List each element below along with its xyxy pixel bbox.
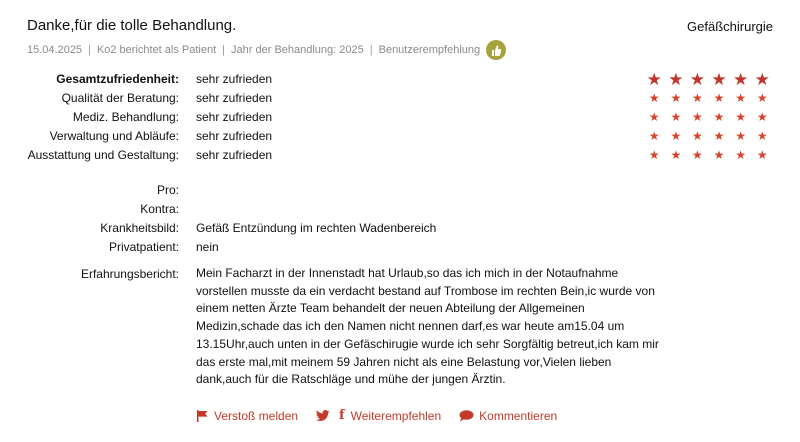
rating-value: sehr zufrieden — [196, 91, 273, 105]
category-label: Gefäßchirurgie — [687, 19, 773, 34]
star-icon: ★ — [735, 148, 746, 162]
rating-value: sehr zufrieden — [196, 129, 273, 143]
star-icon: ★ — [713, 110, 725, 124]
detail-label: Krankheitsbild: — [100, 221, 179, 235]
detail-label: Privatpatient: — [108, 240, 179, 254]
report-violation-button[interactable] — [196, 409, 298, 423]
star-icon: ★ — [648, 148, 660, 162]
rating-value: sehr zufrieden — [196, 110, 273, 124]
facebook-icon: f — [339, 408, 345, 423]
star-icon: ★ — [713, 129, 725, 143]
review-date: 15.04.2025 — [27, 44, 83, 56]
rating-stars — [643, 89, 773, 108]
meta-separator: | — [88, 44, 91, 56]
flag-icon — [196, 410, 209, 422]
star-icon: ★ — [756, 110, 768, 124]
rating-label: Qualität der Beratung: — [61, 91, 179, 105]
rating-label: Verwaltung und Abläufe: — [49, 129, 179, 143]
star-icon: ★ — [713, 91, 725, 105]
star-icon: ★ — [668, 70, 684, 89]
detail-row — [0, 200, 800, 219]
treatment-year: Jahr der Behandlung: 2025 — [231, 44, 364, 56]
star-icon: ★ — [670, 110, 682, 124]
report-violation-label: Verstoß melden — [214, 408, 299, 423]
recommend-button[interactable] — [316, 408, 441, 423]
rating-value: sehr zufrieden — [196, 148, 273, 162]
star-icon: ★ — [689, 70, 706, 89]
rating-row — [0, 146, 800, 165]
star-icon: ★ — [735, 129, 746, 143]
star-icon: ★ — [648, 91, 660, 105]
rating-row — [0, 127, 800, 146]
rating-label: Gesamtzufriedenheit: — [56, 72, 179, 86]
star-icon: ★ — [756, 91, 768, 105]
rating-stars — [643, 108, 773, 127]
star-icon: ★ — [735, 110, 746, 124]
action-bar — [196, 408, 575, 423]
star-icon: ★ — [732, 70, 749, 89]
detail-row — [0, 238, 800, 257]
detail-row — [0, 219, 800, 238]
star-icon: ★ — [711, 70, 727, 89]
detail-value: nein — [196, 240, 219, 254]
star-icon: ★ — [692, 110, 703, 124]
star-icon: ★ — [713, 148, 725, 162]
star-icon: ★ — [670, 129, 682, 143]
star-icon: ★ — [692, 148, 703, 162]
detail-label: Kontra: — [140, 202, 179, 216]
review-author: Ko2 berichtet als Patient — [96, 44, 217, 56]
detail-label: Pro: — [156, 183, 179, 197]
speech-bubble-icon — [459, 410, 474, 422]
recommendation-label: Benutzerempfehlung — [378, 44, 481, 56]
rating-stars — [643, 146, 773, 165]
details-section — [0, 181, 800, 257]
star-icon: ★ — [670, 148, 682, 162]
thumbs-up-icon — [486, 40, 506, 60]
report-label: Erfahrungsbericht: — [80, 267, 179, 281]
detail-value: Gefäß Entzündung im rechten Wadenbereich — [196, 221, 437, 235]
report-text: Mein Facharzt in der Innenstadt hat Urlaub,so das ich mich in der Notaufnahme vorstellen musste da ein verdacht bestand auf Trombose im rechten Bein,ic wurde von einem netten Ärzte Team behandelt der neuen Abteilung der Allgemeinen Medizin,schade das ich den Namen nicht nennen darf,es war heute am15.04 um 13.15Uhr,auch unten in der Gefäschirugie wurde ich sehr Sorgfältig betreut,ich kam mir das erste mal,mit meinem 59 Jahren nicht als eine Belastung vor,Vielen lieben dank,auch für die Ratschläge und mühe der jungen Ärztin. — [196, 266, 659, 387]
star-icon: ★ — [692, 129, 703, 143]
comment-button[interactable] — [459, 409, 557, 423]
star-icon: ★ — [756, 129, 768, 143]
rating-label: Mediz. Behandlung: — [72, 110, 179, 124]
meta-separator: | — [369, 44, 373, 56]
rating-label: Ausstattung und Gestaltung: — [27, 148, 179, 162]
star-icon: ★ — [648, 129, 660, 143]
rating-stars — [643, 70, 773, 89]
review-title: Danke,für die tolle Behandlung. — [27, 17, 237, 34]
rating-row — [0, 108, 800, 127]
star-icon: ★ — [754, 70, 770, 89]
rating-stars — [643, 127, 773, 146]
comment-label: Kommentieren — [479, 408, 558, 423]
meta-separator: | — [222, 44, 226, 56]
twitter-bird-icon — [316, 410, 330, 422]
star-icon: ★ — [692, 91, 703, 105]
detail-row — [0, 181, 800, 200]
ratings-section — [0, 70, 800, 165]
star-icon: ★ — [648, 110, 660, 124]
star-icon: ★ — [735, 91, 746, 105]
recommend-label: Weiterempfehlen — [350, 408, 442, 423]
review-meta — [27, 40, 506, 60]
rating-row — [0, 70, 800, 89]
rating-value: sehr zufrieden — [196, 72, 273, 86]
star-icon: ★ — [756, 148, 768, 162]
rating-row — [0, 89, 800, 108]
star-icon: ★ — [646, 70, 662, 89]
star-icon: ★ — [670, 91, 682, 105]
